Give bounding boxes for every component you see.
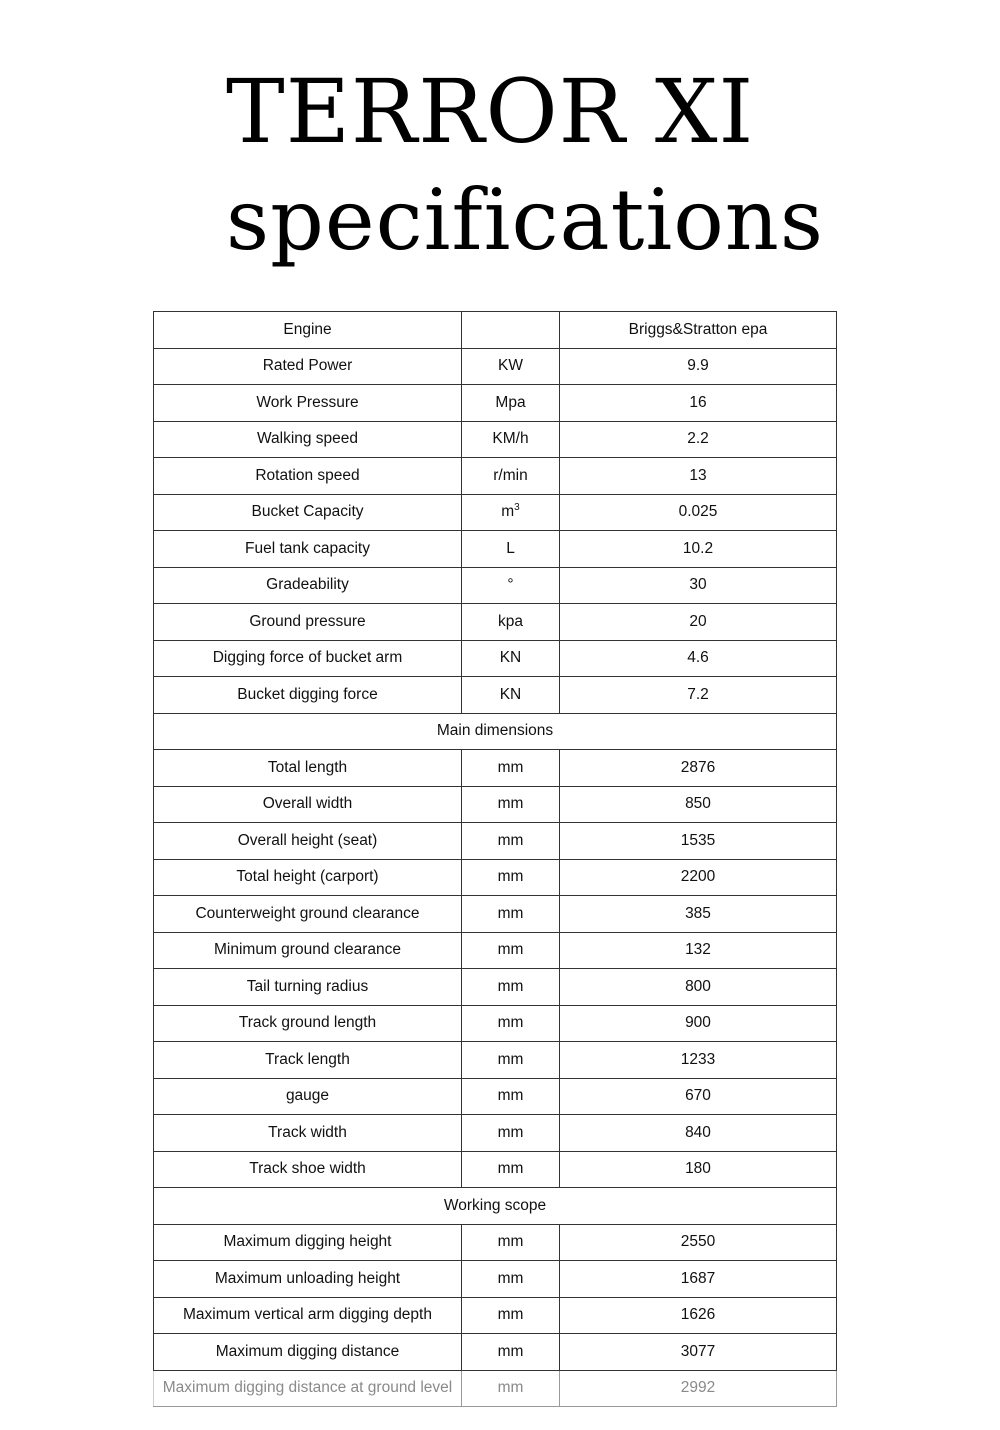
spec-name-cell: Track length [154, 1042, 462, 1079]
spec-name-cell: Counterweight ground clearance [154, 896, 462, 933]
spec-unit-cell: mm [462, 823, 560, 860]
spec-value-cell: 16 [560, 385, 837, 422]
spec-name-cell: Gradeability [154, 567, 462, 604]
spec-unit-cell: mm [462, 1261, 560, 1298]
spec-unit-cell: KW [462, 348, 560, 385]
spec-unit-cell: mm [462, 1334, 560, 1371]
spec-unit-cell: KN [462, 640, 560, 677]
spec-value-cell: 4.6 [560, 640, 837, 677]
spec-unit-cell: KM/h [462, 421, 560, 458]
spec-unit-cell: L [462, 531, 560, 568]
spec-value-cell: 180 [560, 1151, 837, 1188]
table-row [154, 750, 837, 787]
table-row [154, 969, 837, 1006]
table-row [154, 531, 837, 568]
spec-unit-cell: Mpa [462, 385, 560, 422]
spec-unit-cell: mm [462, 1224, 560, 1261]
spec-unit-cell: KN [462, 677, 560, 714]
spec-value-cell: 1535 [560, 823, 837, 860]
spec-name-cell: Bucket Capacity [154, 494, 462, 531]
spec-name-cell: gauge [154, 1078, 462, 1115]
spec-name-cell: Overall height (seat) [154, 823, 462, 860]
spec-name-cell: Track width [154, 1115, 462, 1152]
spec-unit-cell: mm [462, 786, 560, 823]
spec-value-cell: 0.025 [560, 494, 837, 531]
spec-value-cell: 2.2 [560, 421, 837, 458]
spec-name-cell: Rated Power [154, 348, 462, 385]
table-row [154, 677, 837, 714]
spec-value-cell: 1626 [560, 1297, 837, 1334]
spec-unit-cell: mm [462, 859, 560, 896]
spec-unit-cell: mm [462, 1005, 560, 1042]
spec-name-cell: Engine [154, 312, 462, 349]
table-row [154, 1224, 837, 1261]
spec-name-cell: Track shoe width [154, 1151, 462, 1188]
title-line-2: specifications [226, 171, 824, 269]
table-row [154, 458, 837, 495]
spec-name-cell: Minimum ground clearance [154, 932, 462, 969]
spec-value-cell: 670 [560, 1078, 837, 1115]
spec-unit-cell: mm [462, 896, 560, 933]
specifications-table [153, 311, 837, 1407]
table-row [154, 1078, 837, 1115]
spec-unit-cell: r/min [462, 458, 560, 495]
table-row [154, 786, 837, 823]
table-row [154, 385, 837, 422]
spec-value-cell: 1233 [560, 1042, 837, 1079]
spec-value-cell: 132 [560, 932, 837, 969]
spec-name-cell: Bucket digging force [154, 677, 462, 714]
section-heading-main-dimensions: Main dimensions [154, 713, 837, 750]
spec-unit-cell: mm [462, 1115, 560, 1152]
table-row [154, 348, 837, 385]
spec-value-cell: 10.2 [560, 531, 837, 568]
table-row [154, 932, 837, 969]
spec-value-cell: 2992 [560, 1370, 837, 1407]
spec-name-cell: Maximum digging height [154, 1224, 462, 1261]
table-row [154, 1115, 837, 1152]
spec-unit-cell [462, 312, 560, 349]
spec-value-cell: 800 [560, 969, 837, 1006]
spec-unit-cell: mm [462, 750, 560, 787]
spec-name-cell: Walking speed [154, 421, 462, 458]
spec-value-cell: 9.9 [560, 348, 837, 385]
table-row [154, 567, 837, 604]
spec-unit-cell: mm [462, 1151, 560, 1188]
spec-value-cell: 7.2 [560, 677, 837, 714]
spec-name-cell: Work Pressure [154, 385, 462, 422]
spec-value-cell: 900 [560, 1005, 837, 1042]
spec-value-cell: 2876 [560, 750, 837, 787]
spec-value-cell: 13 [560, 458, 837, 495]
table-row [154, 1042, 837, 1079]
spec-unit-cell: mm [462, 1370, 560, 1407]
table-row [154, 896, 837, 933]
table-row [154, 1151, 837, 1188]
spec-name-cell: Maximum unloading height [154, 1261, 462, 1298]
spec-value-cell: 20 [560, 604, 837, 641]
spec-name-cell: Total length [154, 750, 462, 787]
table-row [154, 494, 837, 531]
spec-name-cell: Total height (carport) [154, 859, 462, 896]
spec-value-cell: 2200 [560, 859, 837, 896]
table-row [154, 823, 837, 860]
spec-name-cell: Rotation speed [154, 458, 462, 495]
spec-value-cell: Briggs&Stratton epa [560, 312, 837, 349]
title-line-1: TERROR XI [226, 60, 755, 163]
spec-name-cell: Digging force of bucket arm [154, 640, 462, 677]
table-row [154, 640, 837, 677]
table-row [154, 1005, 837, 1042]
section-heading-row-working-scope [154, 1188, 837, 1225]
spec-name-cell: Fuel tank capacity [154, 531, 462, 568]
spec-unit-cell: mm [462, 1297, 560, 1334]
table-row [154, 859, 837, 896]
section-heading-working-scope: Working scope [154, 1188, 837, 1225]
page-title [226, 58, 824, 274]
table-row [154, 604, 837, 641]
spec-name-cell: Maximum digging distance [154, 1334, 462, 1371]
spec-unit-cell: ° [462, 567, 560, 604]
spec-unit-cell: kpa [462, 604, 560, 641]
spec-unit-cell: mm [462, 969, 560, 1006]
table-row [154, 421, 837, 458]
table-row [154, 1261, 837, 1298]
spec-name-cell: Overall width [154, 786, 462, 823]
table-row [154, 1370, 837, 1407]
spec-unit-cell: mm [462, 932, 560, 969]
spec-value-cell: 385 [560, 896, 837, 933]
unit-superscript: 3 [514, 502, 520, 514]
spec-name-cell: Ground pressure [154, 604, 462, 641]
spec-value-cell: 30 [560, 567, 837, 604]
table-row [154, 1297, 837, 1334]
spec-value-cell: 1687 [560, 1261, 837, 1298]
spec-value-cell: 2550 [560, 1224, 837, 1261]
spec-unit-cell: mm [462, 1042, 560, 1079]
specifications-table-body [154, 312, 837, 1407]
spec-value-cell: 850 [560, 786, 837, 823]
unit-base: m [501, 503, 515, 521]
table-row-engine [154, 312, 837, 349]
section-heading-row-main-dimensions [154, 713, 837, 750]
spec-name-cell: Track ground length [154, 1005, 462, 1042]
spec-unit-cell: mm [462, 1078, 560, 1115]
spec-name-cell: Tail turning radius [154, 969, 462, 1006]
spec-unit-cell [462, 494, 560, 531]
spec-value-cell: 840 [560, 1115, 837, 1152]
table-row [154, 1334, 837, 1371]
spec-name-cell: Maximum digging distance at ground level [154, 1370, 462, 1407]
spec-name-cell: Maximum vertical arm digging depth [154, 1297, 462, 1334]
spec-value-cell: 3077 [560, 1334, 837, 1371]
